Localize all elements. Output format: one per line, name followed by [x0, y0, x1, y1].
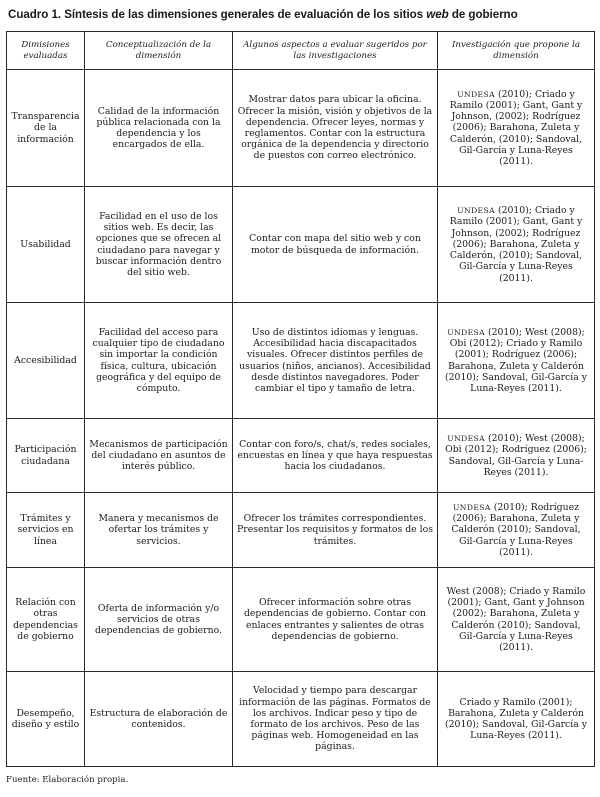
- research-lead: UNDESA: [447, 327, 485, 337]
- research-text: (2010); West (2008); Obi (2012); Rodríguez (2006); Sandoval, Gil-García y Luna-Reyes (2011).: [445, 433, 587, 478]
- caption-italic-word: web: [426, 8, 449, 21]
- table-row: [7, 493, 595, 568]
- cell-concept: Oferta de información y/o servicios de otras dependencias de gobierno.: [85, 568, 233, 672]
- research-text: (2010); West (2008); Obi (2012); Criado y Ramilo (2001); Rodríguez (2006); Barahona, Zuleta y Calderón (2010); Sandoval, Gil-García y Luna-Reyes (2011).: [445, 326, 587, 394]
- cell-dimension: Desempeño, diseño y estilo: [7, 672, 85, 767]
- cell-aspects: Contar con foro/s, chat/s, redes sociales, encuestas en línea y que haya respuestas hacia los ciudadanos.: [233, 419, 438, 493]
- research-lead: UNDESA: [452, 502, 491, 512]
- table-row: [7, 568, 595, 672]
- cell-research: [438, 672, 595, 767]
- table-row: [7, 70, 595, 187]
- cell-research: [438, 187, 595, 303]
- table-row: [7, 672, 595, 767]
- cell-aspects: Ofrecer los trámites correspondientes. Presentar los requisitos y formatos de los trámites.: [233, 493, 438, 568]
- cell-aspects: Uso de distintos idiomas y lenguas. Accesibilidad hacia discapacitados visuales. Ofrecer distintos perfiles de usuarios (niños, ancianos). Accesibilidad desde distintos navegadores. Poder cambiar el tipo y tamaño de letra.: [233, 303, 438, 419]
- caption-prefix: Cuadro 1. Síntesis de las dimensiones generales de evaluación de los sitios: [8, 8, 427, 21]
- cell-aspects: Ofrecer información sobre otras dependencias de gobierno. Contar con enlaces entrantes y salientes de otras dependencias de gobierno.: [233, 568, 438, 672]
- cell-aspects: Mostrar datos para ubicar la oficina. Ofrecer la misión, visión y objetivos de la dependencia. Ofrecer leyes, normas y reglamentos. Contar con la estructura orgánica de la dependencia y directorio de puestos con correo electrónico.: [233, 70, 438, 187]
- research-text: Criado y Ramilo (2001); Barahona, Zuleta y Calderón (2010); Sandoval, Gil-García y Luna-Reyes (2011).: [445, 696, 587, 742]
- cell-research: [438, 70, 595, 187]
- cell-dimension: Accesibilidad: [7, 303, 85, 419]
- cell-concept: Facilidad del acceso para cualquier tipo de ciudadano sin importar la condición física, cultura, ubicación geográfica y del equipo de cómputo.: [85, 303, 233, 419]
- cell-dimension: Transparencia de la información: [7, 70, 85, 187]
- cell-concept: Manera y mecanismos de ofertar los trámites y servicios.: [85, 493, 233, 568]
- table-row: [7, 303, 595, 419]
- research-text: (2010); Criado y Ramilo (2001); Gant, Gant y Johnson, (2002); Rodríguez (2006); Barahona, Zuleta y Calderón, (2010); Sandoval, Gil-García y Luna-Reyes (2011).: [449, 88, 583, 167]
- table-row: [7, 419, 595, 493]
- header-aspectos: Algunos aspectos a evaluar sugeridos por las investigaciones: [233, 32, 438, 70]
- cell-concept: Mecanismos de participación del ciudadano en asuntos de interés público.: [85, 419, 233, 493]
- dimensions-table: [6, 31, 595, 767]
- cell-dimension: Participación ciudadana: [7, 419, 85, 493]
- header-investigacion: Investigación que propone la dimensión: [438, 32, 595, 70]
- cell-research: [438, 493, 595, 568]
- header-dimensiones: Dimisiones evaluadas: [7, 32, 85, 70]
- cell-dimension: Relación con otras dependencias de gobierno: [7, 568, 85, 672]
- header-conceptualizacion: Conceptualización de la dimensión: [85, 32, 233, 70]
- research-lead: UNDESA: [457, 206, 495, 216]
- table-caption: [8, 8, 598, 21]
- header-row: [7, 32, 595, 70]
- cell-dimension: Trámites y servicios en línea: [7, 493, 85, 568]
- research-lead: UNDESA: [457, 89, 495, 99]
- source-note: Fuente: Elaboración propia.: [6, 775, 129, 785]
- cell-research: [438, 568, 595, 672]
- caption-suffix: de gobierno: [448, 8, 518, 21]
- research-text: (2010); Rodríguez (2006); Barahona, Zuleta y Calderón (2010); Sandoval, Gil-García y Luna-Reyes (2011).: [451, 501, 581, 558]
- cell-research: [438, 419, 595, 493]
- cell-research: [438, 303, 595, 419]
- table-row: [7, 187, 595, 303]
- cell-concept: Calidad de la información pública relacionada con la dependencia y los encargados de ella.: [85, 70, 233, 187]
- cell-dimension: Usabilidad: [7, 187, 85, 303]
- cell-aspects: Contar con mapa del sitio web y con motor de búsqueda de información.: [233, 187, 438, 303]
- research-text: West (2008); Criado y Ramilo (2001); Gant, Gant y Johnson (2002); Barahona, Zuleta y Calderón (2010); Sandoval, Gil-García y Luna-Reyes (2011).: [446, 585, 586, 653]
- cell-concept: Estructura de elaboración de contenidos.: [85, 672, 233, 767]
- cell-concept: Facilidad en el uso de los sitios web. Es decir, las opciones que se ofrecen al ciudadano para navegar y buscar información dentro del sitio web.: [85, 187, 233, 303]
- cell-aspects: Velocidad y tiempo para descargar información de las páginas. Formatos de los archivos. Indicar peso y tipo de formato de los archivos. Peso de las páginas web. Homogeneidad en las páginas.: [233, 672, 438, 767]
- research-lead: UNDESA: [447, 434, 485, 444]
- research-text: (2010); Criado y Ramilo (2001); Gant, Gant y Johnson, (2002); Rodríguez (2006); Barahona, Zuleta y Calderón, (2010); Sandoval, Gil-García y Luna-Reyes (2011).: [449, 205, 583, 284]
